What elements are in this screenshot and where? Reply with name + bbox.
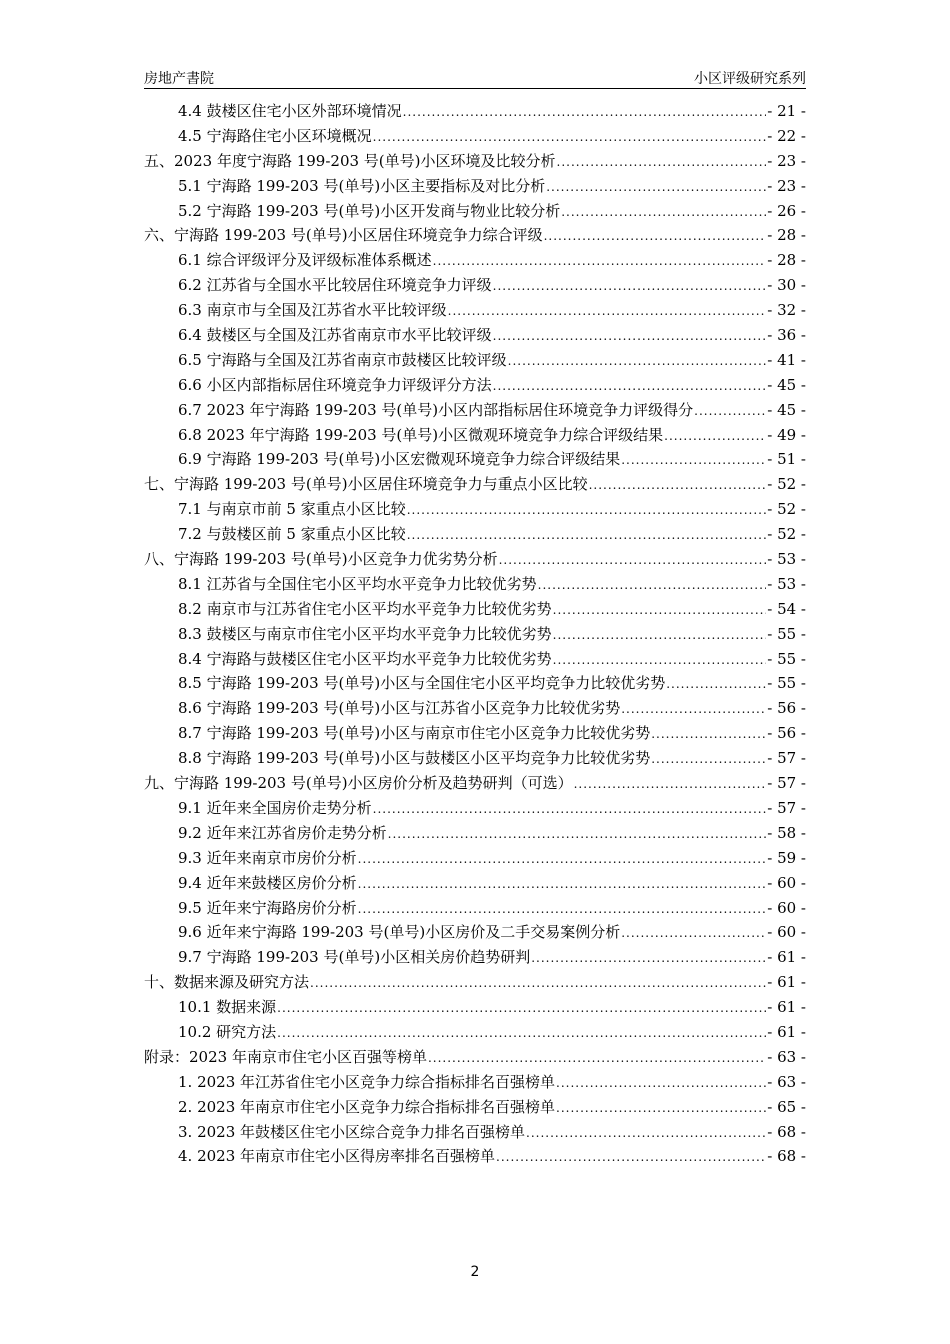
toc-entry[interactable] bbox=[144, 473, 806, 498]
toc-entry-page: - 61 - bbox=[767, 973, 806, 992]
toc-entry-title: 7.2 与鼓楼区前 5 家重点小区比较 bbox=[178, 525, 406, 544]
toc-entry-title: 9.7 宁海路 199-203 号(单号)小区相关房价趋势研判 bbox=[178, 948, 531, 967]
toc-entry-page: - 36 - bbox=[767, 326, 806, 345]
toc-entry-title: 8.7 宁海路 199-203 号(单号)小区与南京市住宅小区竞争力比较优劣势 bbox=[178, 724, 651, 743]
toc-entry-title: 9.4 近年来鼓楼区房价分析 bbox=[178, 873, 357, 892]
toc-entry[interactable] bbox=[144, 598, 806, 623]
toc-leader-dots bbox=[526, 1123, 766, 1141]
toc-entry-page: - 52 - bbox=[767, 500, 806, 519]
toc-entry-title: 七、宁海路 199-203 号(单号)小区居住环境竞争力与重点小区比较 bbox=[144, 475, 588, 494]
toc-entry[interactable] bbox=[144, 747, 806, 772]
toc-entry[interactable] bbox=[144, 946, 806, 971]
toc-entry[interactable] bbox=[144, 1021, 806, 1046]
toc-entry-page: - 63 - bbox=[767, 1072, 806, 1091]
toc-entry[interactable] bbox=[144, 424, 806, 449]
toc-entry-page: - 57 - bbox=[767, 774, 806, 793]
toc-entry-title: 8.4 宁海路与鼓楼区住宅小区平均水平竞争力比较优劣势 bbox=[178, 649, 552, 668]
toc-entry-page: - 23 - bbox=[767, 151, 806, 170]
toc-entry-page: - 56 - bbox=[767, 724, 806, 743]
toc-leader-dots bbox=[388, 824, 767, 842]
toc-entry[interactable] bbox=[144, 847, 806, 872]
toc-leader-dots bbox=[544, 226, 767, 244]
toc-leader-dots bbox=[433, 251, 767, 269]
toc-entry-title: 4. 2023 年南京市住宅小区得房率排名百强榜单 bbox=[178, 1147, 496, 1166]
header-right-title: 小区评级研究系列 bbox=[694, 71, 806, 87]
toc-entry[interactable] bbox=[144, 722, 806, 747]
toc-entry[interactable] bbox=[144, 249, 806, 274]
toc-entry-page: - 60 - bbox=[767, 923, 806, 942]
toc-entry-title: 五、2023 年度宁海路 199-203 号(单号)小区环境及比较分析 bbox=[144, 151, 556, 170]
toc-entry-page: - 28 - bbox=[767, 226, 806, 245]
toc-entry[interactable] bbox=[144, 672, 806, 697]
toc-entry-page: - 61 - bbox=[767, 998, 806, 1017]
toc-leader-dots bbox=[651, 749, 766, 767]
toc-leader-dots bbox=[448, 301, 767, 319]
toc-leader-dots bbox=[589, 475, 767, 493]
toc-leader-dots bbox=[373, 799, 767, 817]
toc-leader-dots bbox=[358, 849, 767, 867]
toc-entry-page: - 65 - bbox=[767, 1097, 806, 1116]
toc-entry-page: - 58 - bbox=[767, 823, 806, 842]
toc-entry-title: 8.2 南京市与江苏省住宅小区平均水平竞争力比较优劣势 bbox=[178, 599, 552, 618]
toc-entry-page: - 32 - bbox=[767, 301, 806, 320]
toc-entry-title: 6.1 综合评级评分及评级标准体系概述 bbox=[178, 251, 432, 270]
toc-entry-page: - 55 - bbox=[767, 624, 806, 643]
toc-entry[interactable] bbox=[144, 349, 806, 374]
table-of-contents bbox=[144, 100, 806, 1170]
toc-leader-dots bbox=[574, 774, 767, 792]
toc-entry[interactable] bbox=[144, 523, 806, 548]
toc-entry[interactable] bbox=[144, 971, 806, 996]
toc-leader-dots bbox=[493, 326, 767, 344]
toc-entry-title: 6.2 江苏省与全国水平比较居住环境竞争力评级 bbox=[178, 276, 492, 295]
toc-entry-page: - 59 - bbox=[767, 848, 806, 867]
toc-entry[interactable] bbox=[144, 448, 806, 473]
toc-entry-page: - 28 - bbox=[767, 251, 806, 270]
toc-entry-title: 9.3 近年来南京市房价分析 bbox=[178, 848, 357, 867]
toc-entry-page: - 57 - bbox=[767, 749, 806, 768]
toc-entry-page: - 56 - bbox=[767, 699, 806, 718]
toc-entry-page: - 45 - bbox=[767, 400, 806, 419]
toc-entry-title: 6.5 宁海路与全国及江苏省南京市鼓楼区比较评级 bbox=[178, 350, 507, 369]
toc-entry-page: - 21 - bbox=[767, 102, 806, 120]
toc-leader-dots bbox=[493, 276, 767, 294]
toc-entry-page: - 53 - bbox=[767, 550, 806, 569]
toc-entry-title: 8.3 鼓楼区与南京市住宅小区平均水平竞争力比较优劣势 bbox=[178, 624, 552, 643]
toc-leader-dots bbox=[556, 1073, 766, 1091]
toc-leader-dots bbox=[553, 600, 767, 618]
toc-entry-page: - 30 - bbox=[767, 276, 806, 295]
toc-entry-page: - 52 - bbox=[767, 525, 806, 544]
toc-entry-title: 4.4 鼓楼区住宅小区外部环境情况 bbox=[178, 102, 402, 120]
toc-entry-page: - 60 - bbox=[767, 898, 806, 917]
toc-entry-page: - 51 - bbox=[767, 450, 806, 469]
toc-entry[interactable] bbox=[144, 1121, 806, 1146]
header-left-title: 房地产書院 bbox=[144, 71, 214, 87]
toc-entry-title: 6.8 2023 年宁海路 199-203 号(单号)小区微观环境竞争力综合评级结果 bbox=[178, 425, 664, 444]
toc-entry[interactable] bbox=[144, 697, 806, 722]
toc-entry-page: - 61 - bbox=[767, 948, 806, 967]
toc-entry[interactable] bbox=[144, 897, 806, 922]
toc-entry-page: - 53 - bbox=[767, 574, 806, 593]
toc-entry-title: 9.6 近年来宁海路 199-203 号(单号)小区房价及二手交易案例分析 bbox=[178, 923, 621, 942]
toc-entry-page: - 55 - bbox=[767, 674, 806, 693]
toc-entry[interactable] bbox=[144, 125, 806, 150]
toc-entry-page: - 55 - bbox=[767, 649, 806, 668]
toc-entry[interactable] bbox=[144, 1046, 806, 1071]
toc-entry-title: 十、数据来源及研究方法 bbox=[144, 973, 310, 992]
toc-entry-title: 6.6 小区内部指标居住环境竞争力评级评分方法 bbox=[178, 375, 492, 394]
toc-entry[interactable] bbox=[144, 175, 806, 200]
toc-leader-dots bbox=[538, 575, 767, 593]
toc-entry-page: - 41 - bbox=[767, 350, 806, 369]
toc-entry[interactable] bbox=[144, 150, 806, 175]
toc-leader-dots bbox=[277, 998, 766, 1016]
toc-leader-dots bbox=[621, 699, 766, 717]
toc-entry-title: 10.2 研究方法 bbox=[178, 1022, 277, 1041]
toc-entry-title: 六、宁海路 199-203 号(单号)小区居住环境竞争力综合评级 bbox=[144, 226, 543, 245]
toc-leader-dots bbox=[556, 1098, 766, 1116]
toc-entry-page: - 23 - bbox=[767, 176, 806, 195]
toc-entry-title: 5.2 宁海路 199-203 号(单号)小区开发商与物业比较分析 bbox=[178, 201, 561, 220]
toc-entry[interactable] bbox=[144, 822, 806, 847]
toc-entry[interactable] bbox=[144, 623, 806, 648]
toc-entry-page: - 63 - bbox=[767, 1047, 806, 1066]
toc-leader-dots bbox=[508, 351, 767, 369]
toc-entry-title: 6.9 宁海路 199-203 号(单号)小区宏微观环境竞争力综合评级结果 bbox=[178, 450, 621, 469]
toc-entry-title: 9.1 近年来全国房价走势分析 bbox=[178, 798, 372, 817]
toc-leader-dots bbox=[358, 899, 767, 917]
toc-entry[interactable] bbox=[144, 1145, 806, 1170]
toc-entry-title: 1. 2023 年江苏省住宅小区竞争力综合指标排名百强榜单 bbox=[178, 1072, 556, 1091]
toc-entry[interactable] bbox=[144, 648, 806, 673]
toc-entry-page: - 54 - bbox=[767, 599, 806, 618]
toc-entry[interactable] bbox=[144, 274, 806, 299]
toc-leader-dots bbox=[557, 152, 767, 170]
toc-entry[interactable] bbox=[144, 324, 806, 349]
toc-entry-page: - 60 - bbox=[767, 873, 806, 892]
toc-entry-title: 九、宁海路 199-203 号(单号)小区房价分析及趋势研判（可选） bbox=[144, 774, 573, 793]
toc-entry[interactable] bbox=[144, 573, 806, 598]
toc-leader-dots bbox=[358, 874, 767, 892]
toc-entry[interactable] bbox=[144, 797, 806, 822]
toc-entry[interactable] bbox=[144, 498, 806, 523]
toc-entry[interactable] bbox=[144, 996, 806, 1021]
toc-entry-title: 2. 2023 年南京市住宅小区竞争力综合指标排名百强榜单 bbox=[178, 1097, 556, 1116]
toc-leader-dots bbox=[651, 724, 766, 742]
toc-leader-dots bbox=[499, 550, 767, 568]
toc-entry-page: - 26 - bbox=[767, 201, 806, 220]
toc-entry-title: 八、宁海路 199-203 号(单号)小区竞争力优劣势分析 bbox=[144, 550, 498, 569]
toc-leader-dots bbox=[428, 1048, 766, 1066]
toc-leader-dots bbox=[493, 376, 767, 394]
toc-entry-title: 6.7 2023 年宁海路 199-203 号(单号)小区内部指标居住环境竞争力评级得分 bbox=[178, 400, 694, 419]
toc-entry-page: - 57 - bbox=[767, 798, 806, 817]
toc-entry[interactable] bbox=[144, 100, 806, 125]
toc-entry[interactable] bbox=[144, 200, 806, 225]
toc-entry-title: 5.1 宁海路 199-203 号(单号)小区主要指标及对比分析 bbox=[178, 176, 546, 195]
toc-entry[interactable] bbox=[144, 399, 806, 424]
toc-entry-title: 8.5 宁海路 199-203 号(单号)小区与全国住宅小区平均竞争力比较优劣势 bbox=[178, 674, 666, 693]
toc-entry[interactable] bbox=[144, 299, 806, 324]
toc-entry-title: 9.2 近年来江苏省房价走势分析 bbox=[178, 823, 387, 842]
toc-entry-page: - 49 - bbox=[767, 425, 806, 444]
toc-leader-dots bbox=[531, 948, 766, 966]
toc-entry-page: - 68 - bbox=[767, 1122, 806, 1141]
toc-entry-title: 8.1 江苏省与全国住宅小区平均水平竞争力比较优劣势 bbox=[178, 574, 537, 593]
toc-entry-title: 8.8 宁海路 199-203 号(单号)小区与鼓楼区小区平均竞争力比较优劣势 bbox=[178, 749, 651, 768]
toc-entry-title: 8.6 宁海路 199-203 号(单号)小区与江苏省小区竞争力比较优劣势 bbox=[178, 699, 621, 718]
toc-entry[interactable] bbox=[144, 224, 806, 249]
toc-entry-title: 附录：2023 年南京市住宅小区百强等榜单 bbox=[144, 1047, 427, 1066]
toc-leader-dots bbox=[546, 177, 766, 195]
page-number: 2 bbox=[470, 1264, 480, 1280]
toc-entry[interactable] bbox=[144, 872, 806, 897]
toc-leader-dots bbox=[496, 1147, 766, 1165]
toc-entry[interactable] bbox=[144, 1071, 806, 1096]
page-header bbox=[144, 68, 806, 89]
toc-entry-page: - 22 - bbox=[767, 126, 806, 145]
toc-entry[interactable] bbox=[144, 1096, 806, 1121]
toc-entry-page: - 68 - bbox=[767, 1147, 806, 1166]
toc-entry[interactable] bbox=[144, 374, 806, 399]
toc-entry-page: - 45 - bbox=[767, 375, 806, 394]
toc-leader-dots bbox=[621, 450, 766, 468]
toc-leader-dots bbox=[664, 426, 766, 444]
toc-leader-dots bbox=[621, 923, 766, 941]
toc-entry-title: 4.5 宁海路住宅小区环境概况 bbox=[178, 126, 372, 145]
toc-leader-dots bbox=[403, 102, 767, 120]
toc-leader-dots bbox=[553, 625, 767, 643]
toc-entry-title: 9.5 近年来宁海路房价分析 bbox=[178, 898, 357, 917]
toc-entry-title: 6.4 鼓楼区与全国及江苏省南京市水平比较评级 bbox=[178, 326, 492, 345]
toc-leader-dots bbox=[407, 525, 767, 543]
toc-leader-dots bbox=[666, 674, 766, 692]
toc-entry[interactable] bbox=[144, 921, 806, 946]
toc-entry-title: 7.1 与南京市前 5 家重点小区比较 bbox=[178, 500, 406, 519]
toc-entry-title: 10.1 数据来源 bbox=[178, 998, 277, 1017]
toc-leader-dots bbox=[407, 500, 767, 518]
toc-entry[interactable] bbox=[144, 548, 806, 573]
toc-entry-page: - 61 - bbox=[767, 1022, 806, 1041]
toc-entry-title: 3. 2023 年鼓楼区住宅小区综合竞争力排名百强榜单 bbox=[178, 1122, 526, 1141]
toc-entry[interactable] bbox=[144, 772, 806, 797]
toc-leader-dots bbox=[310, 973, 766, 991]
toc-leader-dots bbox=[373, 127, 767, 145]
toc-leader-dots bbox=[553, 650, 767, 668]
toc-leader-dots bbox=[694, 401, 766, 419]
toc-leader-dots bbox=[277, 1023, 766, 1041]
toc-leader-dots bbox=[561, 202, 766, 220]
toc-entry-title: 6.3 南京市与全国及江苏省水平比较评级 bbox=[178, 301, 447, 320]
toc-entry-page: - 52 - bbox=[767, 475, 806, 494]
